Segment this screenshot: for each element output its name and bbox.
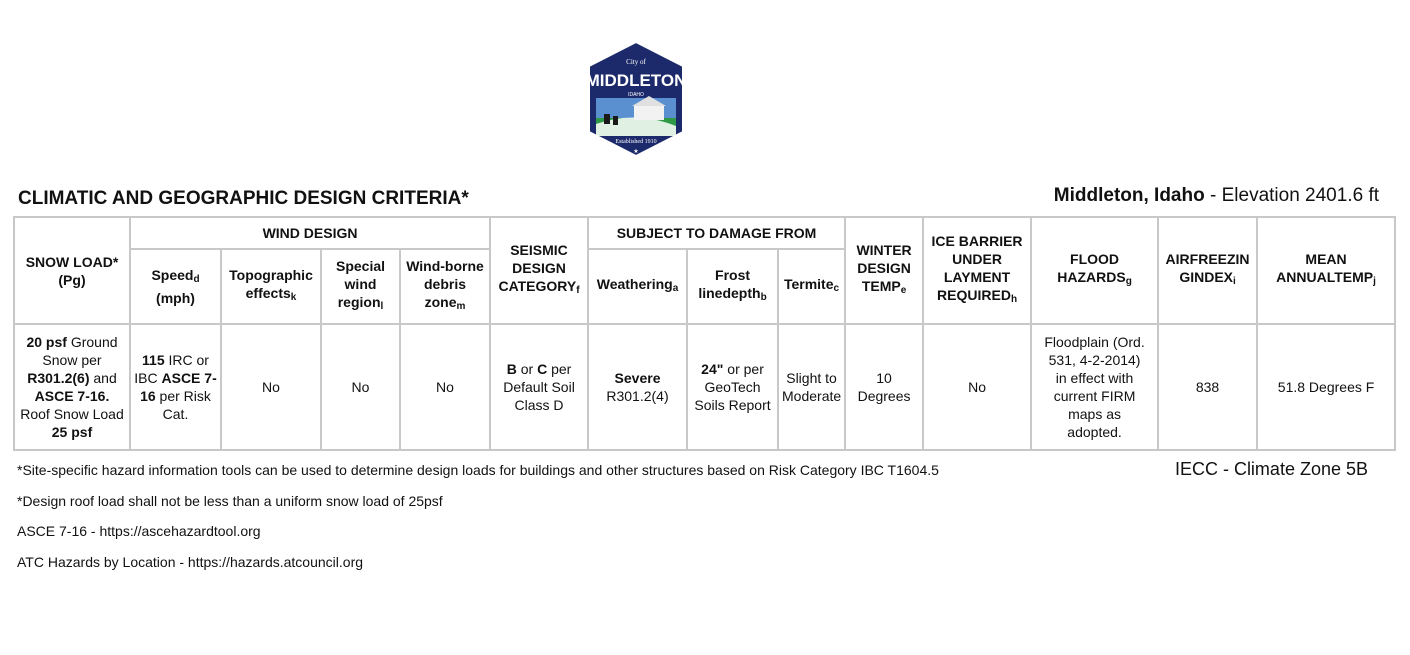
cell-mean-annual-temp: 51.8 Degrees F [1257, 324, 1395, 450]
header-snow-load: SNOW LOAD* (Pg) [14, 217, 130, 324]
cell-ice-barrier: No [923, 324, 1031, 450]
header-debris-zone: Wind-borne debris zone$_m$ [400, 249, 490, 324]
elevation: - Elevation 2401.6 ft [1210, 185, 1379, 206]
link-atc-hazards[interactable]: ATC Hazards by Location - https://hazards.atcouncil.org [17, 554, 364, 570]
header-air-freezing-index: AIRFREEZIN $GINDEX_i$ [1158, 217, 1257, 324]
header-ice-barrier: ICE BARRIER UNDER LAYMENT $REQUIRED_h$ [923, 217, 1031, 324]
design-criteria-table [13, 216, 1396, 451]
header-subject-to-damage: SUBJECT TO DAMAGE FROM [588, 217, 845, 249]
city-name: Middleton, Idaho [1053, 185, 1205, 206]
header-weathering: Weathering$_a$ [588, 249, 687, 324]
link-asce-hazard-tool[interactable]: ASCE 7-16 - https://ascehazardtool.org [17, 523, 261, 539]
cell-weathering: Severe R301.2(4) [588, 324, 687, 450]
seal-state: IDAHO [628, 92, 644, 98]
seal-top-text: City of [626, 58, 646, 66]
cell-air-freezing-index: 838 [1158, 324, 1257, 450]
note-roof-load: *Design roof load shall not be less than a uniform snow load of 25psf [17, 493, 443, 509]
iecc-climate-zone: IECC - Climate Zone 5B [1174, 459, 1368, 479]
cell-flood-hazards: Floodplain (Ord. 531, 4-2-2014) in effect with current FIRM maps as adopted. [1031, 324, 1158, 450]
cell-wind-speed: 115 IRC or IBC ASCE 7-16 per Risk Cat. [130, 324, 221, 450]
header-mean-annual-temp: MEAN $ANNUALTEMP_j$ [1257, 217, 1395, 324]
seal-established: Established 1910 [615, 139, 657, 145]
header-topographic: Topographic effects$_k$ [221, 249, 321, 324]
header-seismic: SEISMIC DESIGN $CATEGORY_f$ [490, 217, 588, 324]
header-wind-speed: Speed$_d$ (mph) [130, 249, 221, 324]
svg-text:★: ★ [633, 149, 639, 155]
cell-seismic: B or C per Default Soil Class D [490, 324, 588, 450]
cell-debris-zone: No [400, 324, 490, 450]
location-elevation [1054, 185, 1379, 207]
cell-snow-load: 20 psf Ground Snow per R301.2(6) and ASCE 7-16. Roof Snow Load 25 psf [14, 324, 130, 450]
cell-termite: Slight to Moderate [778, 324, 845, 450]
page-title: CLIMATIC AND GEOGRAPHIC DESIGN CRITERIA* [18, 188, 469, 209]
cell-special-wind: No [321, 324, 400, 450]
note-site-specific: *Site-specific hazard information tools can be used to determine design loads for buildings and other structures based on Risk Category IBC T1604.5 [17, 462, 939, 478]
cell-frost-line: 24" or per GeoTech Soils Report [687, 324, 778, 450]
header-winter-temp: WINTER DESIGN $TEMP_e$ [845, 217, 923, 324]
seal-city-name: MIDDLETON [586, 71, 686, 90]
cell-topographic: No [221, 324, 321, 450]
city-seal-logo [586, 40, 686, 158]
header-wind-design: WIND DESIGN [130, 217, 490, 249]
header-flood-hazards: FLOOD $HAZARDS_g$ [1031, 217, 1158, 324]
header-termite: Termite$_c$ [778, 249, 845, 324]
header-special-wind: Special wind region$_l$ [321, 249, 400, 324]
header-frost-line: Frost linedepth$_b$ [687, 249, 778, 324]
cell-winter-temp: 10 Degrees [845, 324, 923, 450]
